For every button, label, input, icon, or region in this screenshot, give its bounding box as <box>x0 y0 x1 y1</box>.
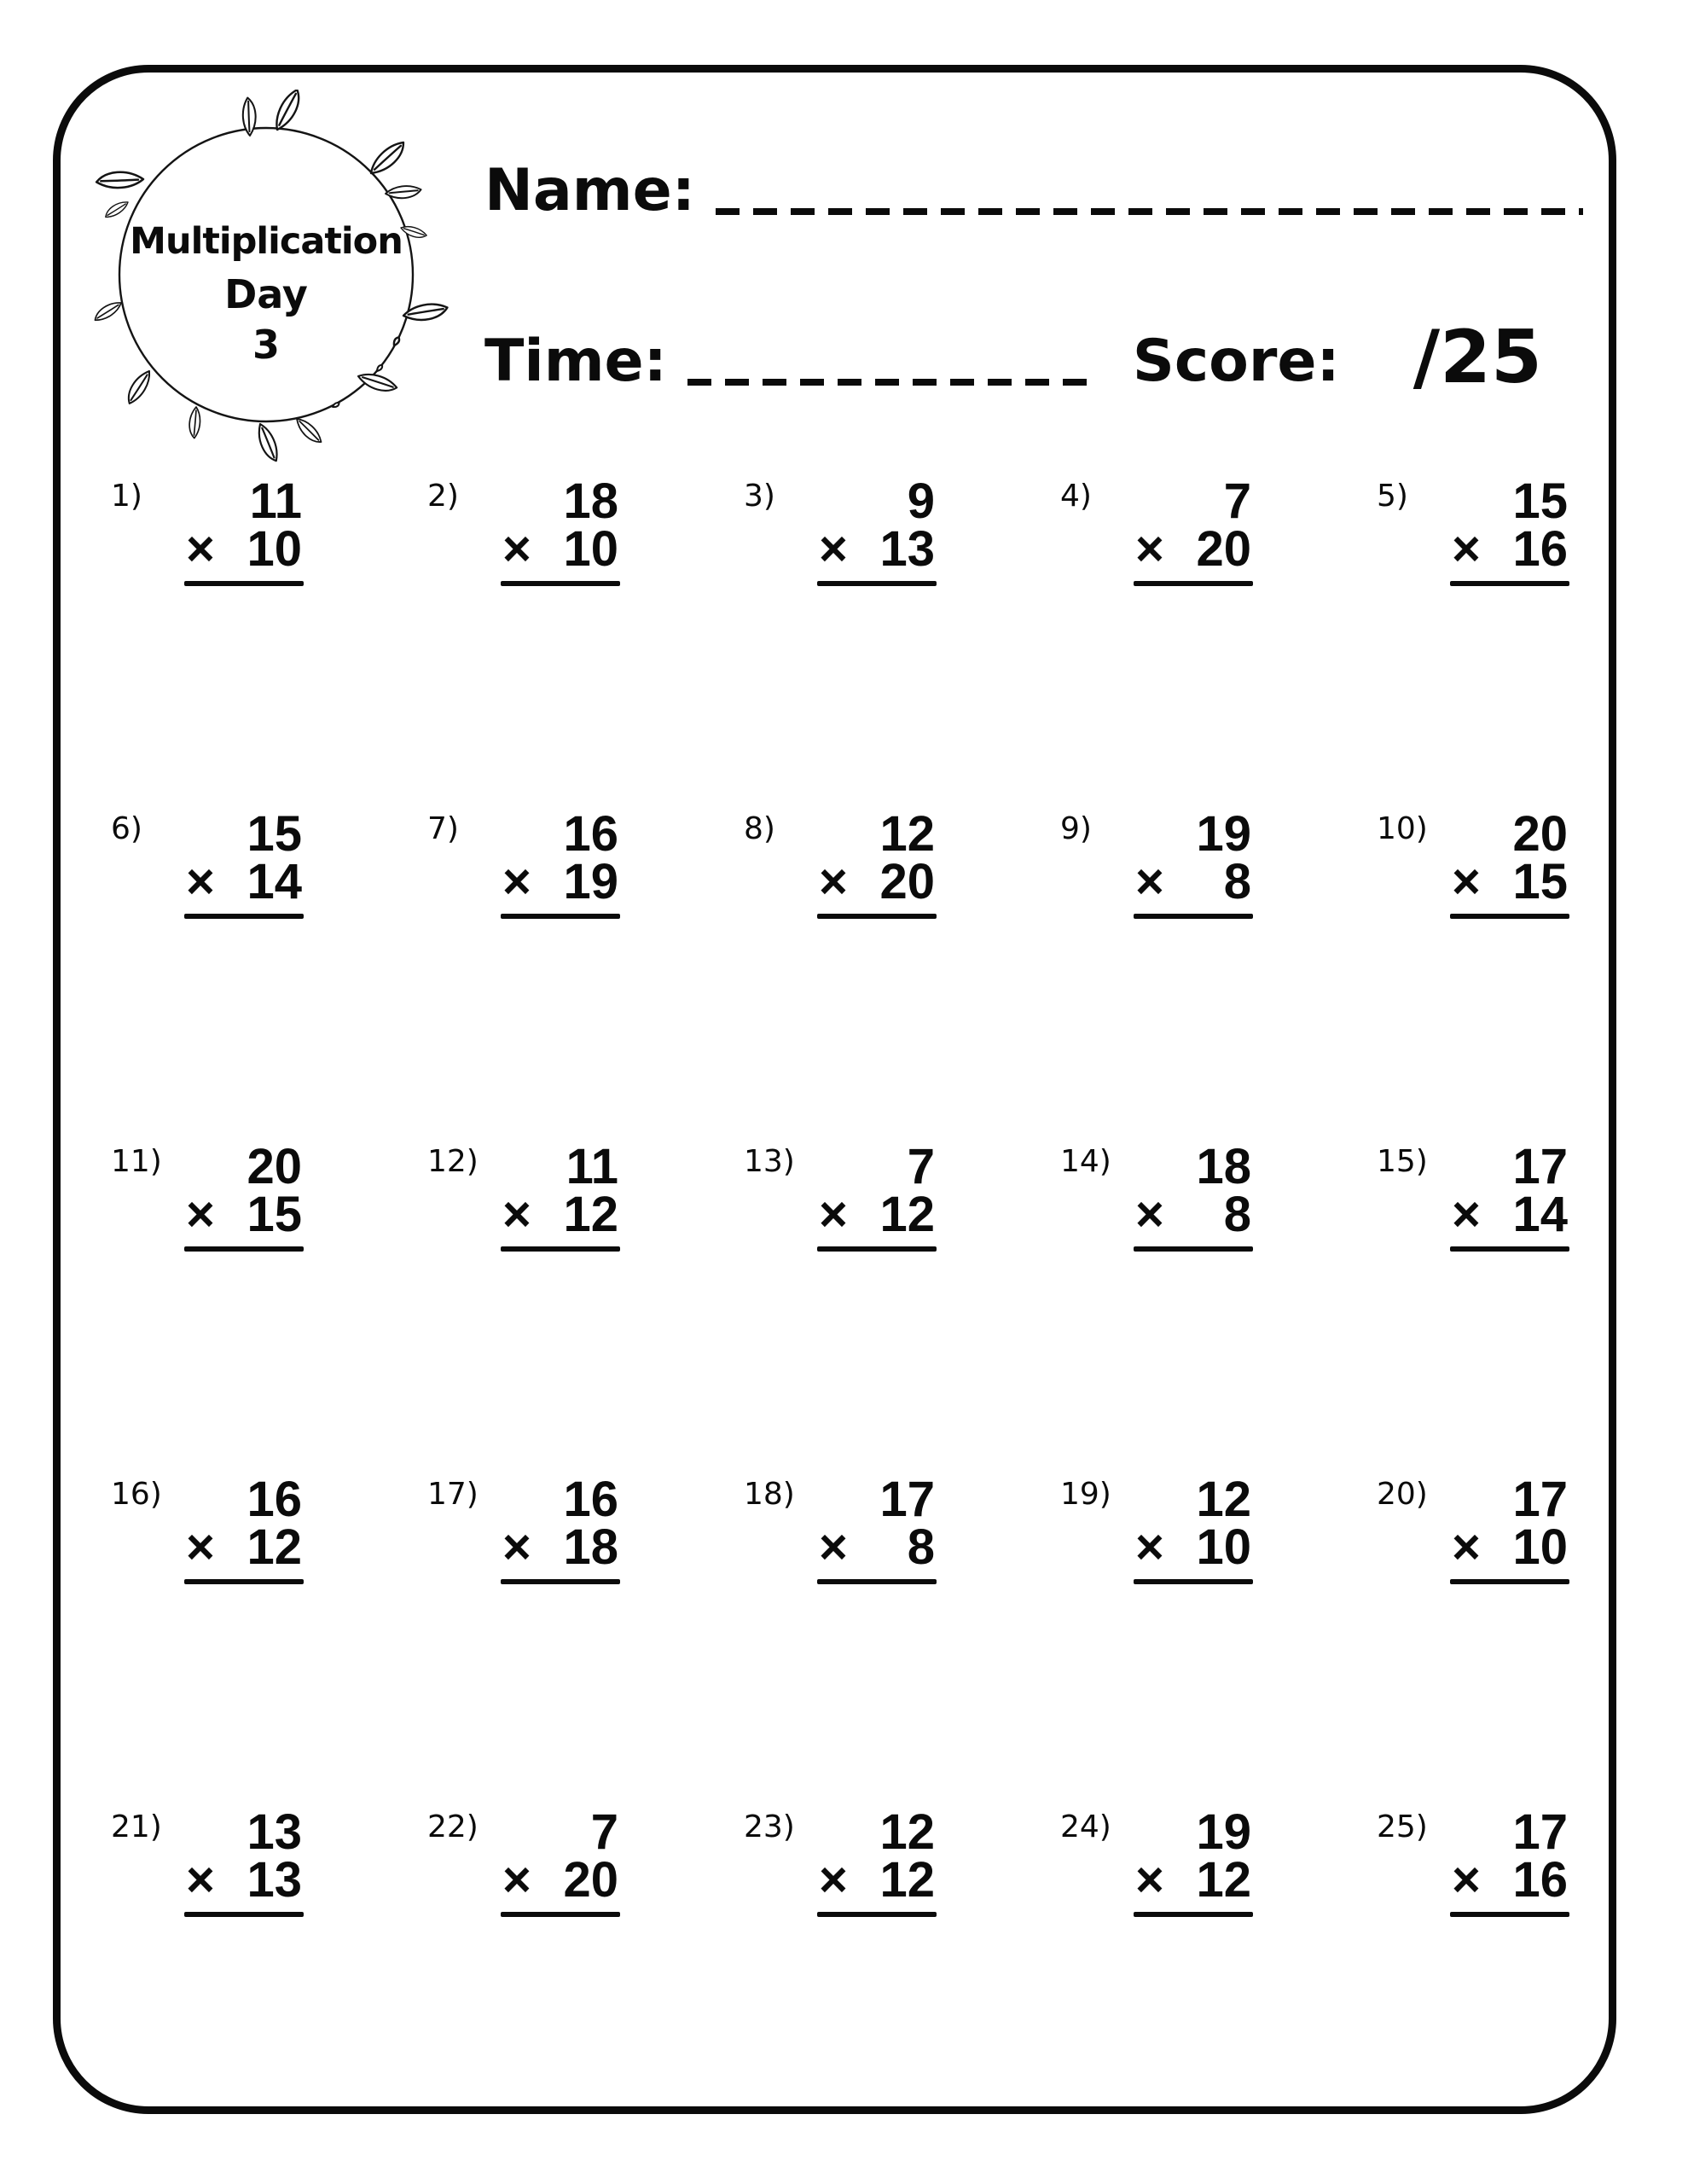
problem-cell <box>111 806 304 1143</box>
problem-numbers <box>817 1139 937 1246</box>
multiplier: 20 <box>563 1852 618 1908</box>
multiplicand: 15 <box>1512 473 1568 529</box>
problem-number-label: 6) <box>111 811 142 846</box>
problem-number-label: 19) <box>1060 1477 1111 1512</box>
multiplier: 16 <box>1512 521 1568 577</box>
multiplicand: 9 <box>907 473 935 529</box>
problem-number-label: 25) <box>1377 1809 1428 1844</box>
problem-numbers <box>501 1139 620 1246</box>
answer-line <box>817 1579 937 1584</box>
multiplier-row <box>1450 1519 1568 1575</box>
multiplier: 12 <box>247 1519 302 1575</box>
problem-body <box>184 1472 304 1584</box>
times-sign: × <box>1135 521 1164 577</box>
multiplier-row <box>1134 1187 1251 1242</box>
problem-body <box>817 806 937 919</box>
problem-numbers <box>1450 473 1569 581</box>
answer-line <box>184 1579 304 1584</box>
problem-body <box>1134 473 1253 586</box>
problem-body <box>817 1804 937 1917</box>
multiplicand: 7 <box>590 1804 618 1860</box>
problem-numbers <box>1450 1804 1569 1912</box>
multiplicand: 16 <box>563 806 618 862</box>
times-sign: × <box>502 521 531 577</box>
time-label: Time: <box>484 328 667 395</box>
times-sign: × <box>502 854 531 909</box>
multiplier: 14 <box>1512 1187 1568 1242</box>
problem-numbers <box>1134 473 1253 581</box>
answer-line <box>184 1246 304 1252</box>
multiplicand: 11 <box>566 1139 618 1194</box>
multiplier: 10 <box>563 521 618 577</box>
problem-body <box>184 473 304 586</box>
problem-body <box>1450 473 1569 586</box>
multiplicand: 20 <box>1512 806 1568 862</box>
times-sign: × <box>819 854 848 909</box>
answer-line <box>817 581 937 586</box>
problem-numbers <box>1134 1804 1253 1912</box>
multiplier-row <box>817 1852 935 1908</box>
problem-body <box>817 1472 937 1584</box>
problem-cell <box>744 1139 937 1476</box>
problem-number-label: 16) <box>111 1477 162 1512</box>
times-sign: × <box>819 1519 848 1575</box>
answer-line <box>1134 1246 1253 1252</box>
answer-line <box>1450 581 1569 586</box>
problem-numbers <box>1134 1472 1253 1579</box>
problem-numbers <box>817 1472 937 1579</box>
multiplier: 19 <box>563 854 618 909</box>
multiplier: 12 <box>879 1852 935 1908</box>
multiplier: 10 <box>247 521 302 577</box>
multiplicand: 17 <box>1512 1804 1568 1860</box>
multiplier: 12 <box>563 1187 618 1242</box>
multiplicand: 19 <box>1196 806 1251 862</box>
multiplier: 12 <box>879 1187 935 1242</box>
time-fill-in-line <box>687 379 1097 386</box>
problem-body <box>1134 1472 1253 1584</box>
problem-number-label: 4) <box>1060 479 1092 514</box>
problem-numbers <box>184 806 304 914</box>
problem-number-label: 20) <box>1377 1477 1428 1512</box>
problem-numbers <box>501 806 620 914</box>
problem-cell <box>744 473 937 810</box>
logo-title-line1: Multiplication <box>130 220 403 263</box>
multiplier: 14 <box>247 854 302 909</box>
problem-body <box>184 1139 304 1252</box>
problem-number-label: 11) <box>111 1144 162 1179</box>
times-sign: × <box>186 1852 215 1908</box>
times-sign: × <box>186 854 215 909</box>
times-sign: × <box>1452 1187 1481 1242</box>
name-fill-in-line <box>716 208 1583 215</box>
problem-numbers <box>1134 806 1253 914</box>
answer-line <box>817 1912 937 1917</box>
multiplier: 10 <box>1196 1519 1251 1575</box>
multiplier-row <box>184 521 302 577</box>
multiplier-row <box>1450 521 1568 577</box>
multiplier-row <box>184 1519 302 1575</box>
multiplier: 15 <box>247 1187 302 1242</box>
problem-numbers <box>184 473 304 581</box>
multiplier-row <box>1450 1852 1568 1908</box>
problem-number-label: 5) <box>1377 479 1408 514</box>
problem-body <box>817 473 937 586</box>
multiplicand: 15 <box>247 806 302 862</box>
multiplicand: 17 <box>1512 1472 1568 1527</box>
times-sign: × <box>819 1852 848 1908</box>
multiplicand: 18 <box>1196 1139 1251 1194</box>
problem-cell <box>427 1804 620 2141</box>
multiplier: 13 <box>879 521 935 577</box>
multiplier-row <box>501 1852 618 1908</box>
problem-number-label: 15) <box>1377 1144 1428 1179</box>
multiplier-row <box>501 521 618 577</box>
multiplier-row <box>817 1519 935 1575</box>
multiplier-row <box>817 1187 935 1242</box>
answer-line <box>1450 1246 1569 1252</box>
problem-number-label: 2) <box>427 479 459 514</box>
problem-numbers <box>1450 806 1569 914</box>
problem-cell <box>427 1472 620 1809</box>
problem-number-label: 22) <box>427 1809 479 1844</box>
problem-number-label: 21) <box>111 1809 162 1844</box>
answer-line <box>184 581 304 586</box>
problem-body <box>1450 1804 1569 1917</box>
multiplicand: 12 <box>879 1804 935 1860</box>
problem-cell <box>1060 1139 1253 1476</box>
answer-line <box>184 914 304 919</box>
multiplier-row <box>184 1852 302 1908</box>
answer-line <box>184 1912 304 1917</box>
multiplier: 10 <box>1512 1519 1568 1575</box>
multiplicand: 19 <box>1196 1804 1251 1860</box>
multiplier: 16 <box>1512 1852 1568 1908</box>
problem-cell <box>1060 473 1253 810</box>
times-sign: × <box>1135 1519 1164 1575</box>
multiplier-row <box>1450 1187 1568 1242</box>
times-sign: × <box>819 521 848 577</box>
multiplier-row <box>817 521 935 577</box>
multiplier: 8 <box>907 1519 935 1575</box>
problem-cell <box>744 806 937 1143</box>
times-sign: × <box>186 1187 215 1242</box>
answer-line <box>817 914 937 919</box>
problem-body <box>501 1472 620 1584</box>
multiplicand: 17 <box>879 1472 935 1527</box>
answer-line <box>1134 914 1253 919</box>
problem-number-label: 12) <box>427 1144 479 1179</box>
answer-line <box>1134 1912 1253 1917</box>
multiplier-row <box>817 854 935 909</box>
multiplier: 20 <box>1196 521 1251 577</box>
problem-numbers <box>184 1804 304 1912</box>
problem-cell <box>427 473 620 810</box>
problem-numbers <box>501 1804 620 1912</box>
problem-numbers <box>501 1472 620 1579</box>
multiplier: 15 <box>1512 854 1568 909</box>
multiplicand: 16 <box>563 1472 618 1527</box>
answer-line <box>501 1579 620 1584</box>
problem-number-label: 1) <box>111 479 142 514</box>
problem-cell <box>111 1139 304 1476</box>
multiplier-row <box>501 1187 618 1242</box>
name-label: Name: <box>484 157 695 224</box>
multiplier: 20 <box>879 854 935 909</box>
multiplier-row <box>1134 854 1251 909</box>
problem-number-label: 3) <box>744 479 775 514</box>
answer-line <box>501 914 620 919</box>
multiplier: 12 <box>1196 1852 1251 1908</box>
problem-number-label: 9) <box>1060 811 1092 846</box>
multiplier: 13 <box>247 1852 302 1908</box>
problem-number-label: 14) <box>1060 1144 1111 1179</box>
multiplier-row <box>1134 521 1251 577</box>
problem-body <box>1450 806 1569 919</box>
problem-cell <box>1060 1472 1253 1809</box>
answer-line <box>501 581 620 586</box>
multiplicand: 18 <box>563 473 618 529</box>
problem-numbers <box>1450 1139 1569 1246</box>
problem-number-label: 13) <box>744 1144 795 1179</box>
times-sign: × <box>1452 854 1481 909</box>
logo-title <box>113 215 420 369</box>
problem-body <box>817 1139 937 1252</box>
problem-body <box>1450 1472 1569 1584</box>
problem-cell <box>1377 806 1569 1143</box>
problem-body <box>501 1139 620 1252</box>
problem-number-label: 23) <box>744 1809 795 1844</box>
answer-line <box>501 1246 620 1252</box>
problem-cell <box>1060 806 1253 1143</box>
problem-body <box>501 473 620 586</box>
times-sign: × <box>819 1187 848 1242</box>
problem-cell <box>1377 1472 1569 1809</box>
times-sign: × <box>1135 854 1164 909</box>
times-sign: × <box>502 1187 531 1242</box>
times-sign: × <box>1452 1519 1481 1575</box>
multiplicand: 16 <box>247 1472 302 1527</box>
multiplier: 8 <box>1223 1187 1251 1242</box>
problem-numbers <box>1134 1139 1253 1246</box>
problem-body <box>1134 1139 1253 1252</box>
problem-numbers <box>501 473 620 581</box>
logo-title-line3: 3 <box>252 322 280 368</box>
problem-body <box>1450 1139 1569 1252</box>
problem-number-label: 8) <box>744 811 775 846</box>
score-value: /25 <box>1412 315 1542 400</box>
logo-title-line2: Day <box>224 271 308 317</box>
multiplier-row <box>1134 1519 1251 1575</box>
multiplier: 8 <box>1223 854 1251 909</box>
problem-body <box>184 1804 304 1917</box>
multiplier-row <box>184 854 302 909</box>
multiplicand: 11 <box>249 473 302 529</box>
problem-cell <box>111 1804 304 2141</box>
multiplicand: 12 <box>879 806 935 862</box>
times-sign: × <box>186 1519 215 1575</box>
name-row <box>484 157 1583 224</box>
times-sign: × <box>1135 1852 1164 1908</box>
multiplicand: 20 <box>247 1139 302 1194</box>
problem-cell <box>111 1472 304 1809</box>
problem-cell <box>1377 1139 1569 1476</box>
answer-line <box>1450 914 1569 919</box>
problem-cell <box>1377 1804 1569 2141</box>
problem-numbers <box>1450 1472 1569 1579</box>
problem-numbers <box>184 1139 304 1246</box>
problem-number-label: 24) <box>1060 1809 1111 1844</box>
problem-numbers <box>817 806 937 914</box>
problem-cell <box>1377 473 1569 810</box>
problems-grid <box>111 473 1688 2141</box>
problem-body <box>501 1804 620 1917</box>
problem-cell <box>744 1804 937 2141</box>
multiplicand: 7 <box>907 1139 935 1194</box>
multiplicand: 7 <box>1223 473 1251 529</box>
time-score-row <box>484 315 1542 400</box>
problem-cell <box>427 1139 620 1476</box>
problem-number-label: 10) <box>1377 811 1428 846</box>
problem-cell <box>427 806 620 1143</box>
answer-line <box>1450 1912 1569 1917</box>
answer-line <box>501 1912 620 1917</box>
times-sign: × <box>502 1519 531 1575</box>
problem-numbers <box>184 1472 304 1579</box>
multiplier-row <box>1450 854 1568 909</box>
problem-cell <box>111 473 304 810</box>
multiplicand: 13 <box>247 1804 302 1860</box>
problem-number-label: 7) <box>427 811 459 846</box>
problem-body <box>184 806 304 919</box>
problem-numbers <box>817 473 937 581</box>
problem-number-label: 18) <box>744 1477 795 1512</box>
problem-body <box>1134 1804 1253 1917</box>
problem-cell <box>1060 1804 1253 2141</box>
times-sign: × <box>1452 521 1481 577</box>
multiplier: 18 <box>563 1519 618 1575</box>
multiplicand: 17 <box>1512 1139 1568 1194</box>
problem-body <box>501 806 620 919</box>
multiplier-row <box>501 854 618 909</box>
multiplier-row <box>501 1519 618 1575</box>
answer-line <box>1450 1579 1569 1584</box>
times-sign: × <box>1452 1852 1481 1908</box>
problem-cell <box>744 1472 937 1809</box>
answer-line <box>817 1246 937 1252</box>
multiplier-row <box>1134 1852 1251 1908</box>
times-sign: × <box>1135 1187 1164 1242</box>
multiplicand: 12 <box>1196 1472 1251 1527</box>
times-sign: × <box>186 521 215 577</box>
problem-numbers <box>817 1804 937 1912</box>
answer-line <box>1134 1579 1253 1584</box>
answer-line <box>1134 581 1253 586</box>
times-sign: × <box>502 1852 531 1908</box>
score-label: Score: <box>1132 328 1340 395</box>
multiplier-row <box>184 1187 302 1242</box>
problem-body <box>1134 806 1253 919</box>
problem-number-label: 17) <box>427 1477 479 1512</box>
